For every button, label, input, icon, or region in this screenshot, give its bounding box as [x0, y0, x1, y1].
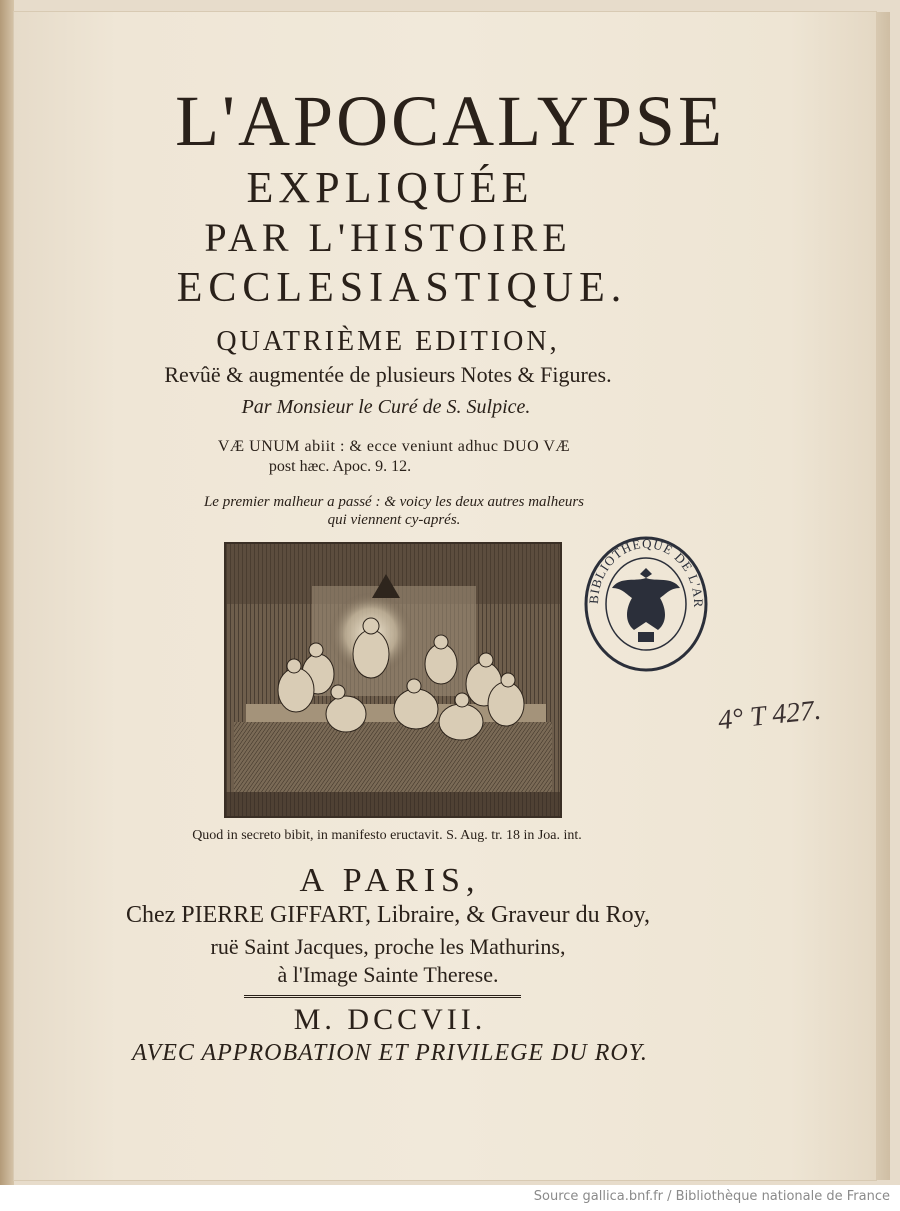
handwritten-shelfmark: 4° T 427. [716, 694, 823, 737]
revision-statement: Revûë & augmentée de plusieurs Notes & Figures. [164, 362, 612, 387]
arsenal-eagle-stamp-icon [580, 528, 712, 674]
publication-year: M. DCCVII. [293, 1003, 487, 1036]
imprint-publisher: Chez PIERRE GIFFART, Libraire, & Graveur du Roy, [125, 902, 651, 928]
source-credit: Source gallica.bnf.fr / Bibliothèque nationale de France [533, 1189, 890, 1204]
epigraph-latin-line-1: VÆ UNUM abiit : & ecce veniunt adhuc DUO VÆ [217, 438, 571, 455]
epigraph-latin-line-2: post hæc. Apoc. 9. 12. [268, 458, 412, 475]
edition-statement: QUATRIÈME EDITION, [216, 326, 560, 357]
subtitle-line-3: ECCLESIASTIQUE. [176, 265, 628, 311]
imprint-address: ruë Saint Jacques, proche les Mathurins, [210, 934, 566, 959]
epigraph-french-line-1: Le premier malheur a passé : & voicy les deux autres malheurs [203, 494, 585, 510]
author-statement: Par Monsieur le Curé de S. Sulpice. [241, 396, 531, 418]
subtitle-line-2: PAR L'HISTOIRE [204, 215, 572, 260]
frontispiece-engraving [224, 542, 562, 818]
epigraph-french-line-2: qui viennent cy-aprés. [327, 512, 461, 528]
engraving-caption: Quod in secreto bibit, in manifesto eructavit. S. Aug. tr. 18 in Joa. int. [192, 828, 582, 843]
library-stamp [580, 528, 712, 674]
subtitle-line-1: EXPLIQUÉE [246, 163, 534, 212]
stamp-text: BIBLIOTHÈQUE DE L'AR [585, 535, 707, 609]
imprint-place: A PARIS, [299, 862, 481, 899]
book-title: L'APOCALYPSE [175, 81, 725, 161]
engraving-scene-icon [226, 544, 560, 816]
imprint-sign: à l'Image Sainte Therese. [277, 962, 499, 987]
imprint-rule [244, 995, 521, 998]
privilege-statement: AVEC APPROBATION ET PRIVILEGE DU ROY. [132, 1040, 648, 1066]
